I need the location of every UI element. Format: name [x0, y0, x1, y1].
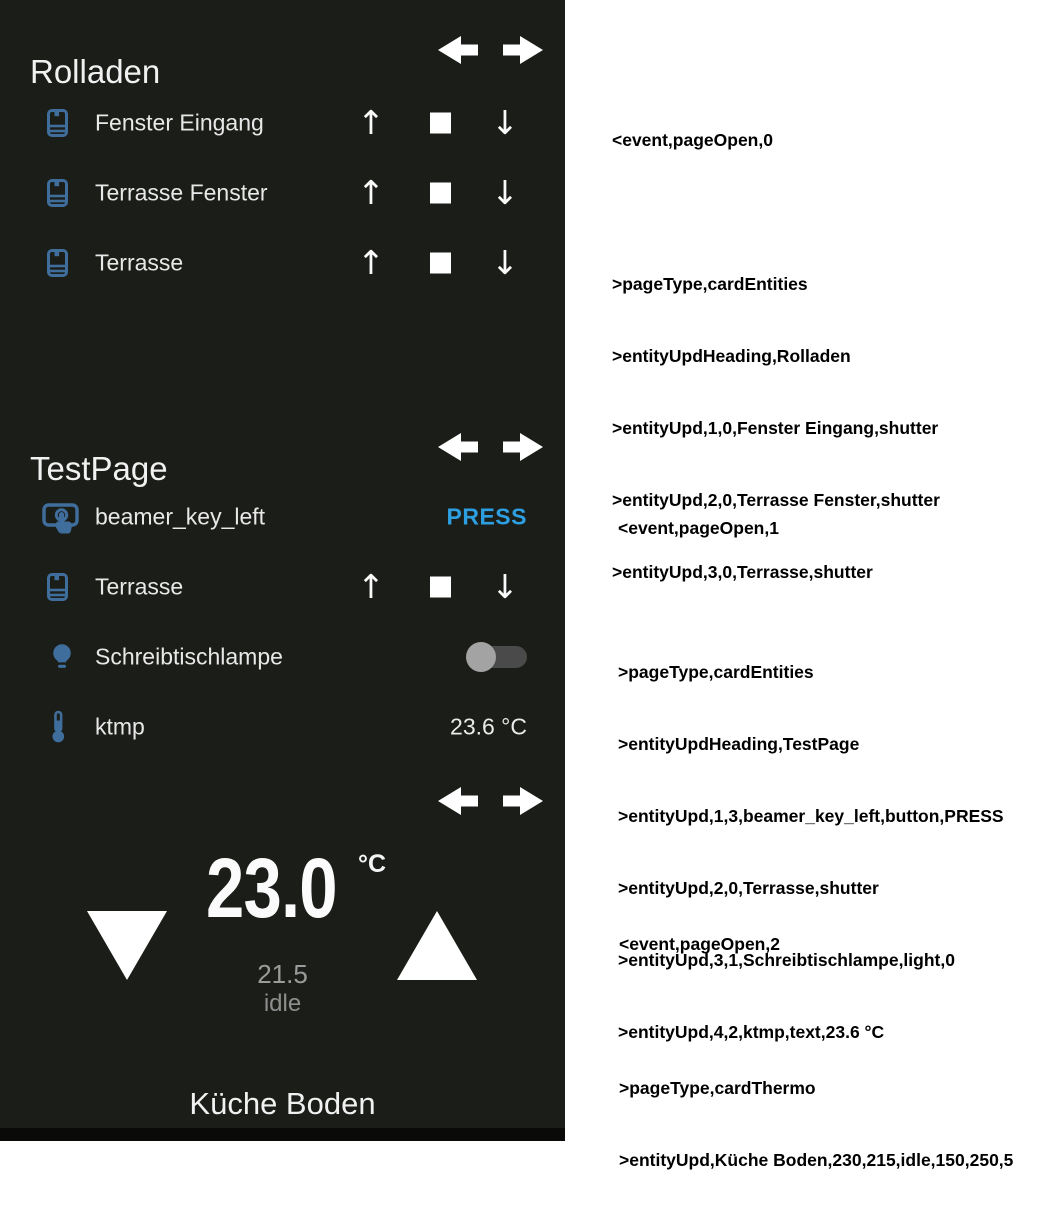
- right-arrow-icon: [503, 786, 543, 816]
- shutter-icon: [47, 249, 68, 277]
- target-temperature: 21.5: [257, 959, 308, 989]
- shutter-down-button[interactable]: ↓: [491, 567, 519, 606]
- hvac-state: idle: [263, 990, 302, 1017]
- current-temperature: 23.0: [206, 841, 337, 935]
- protocol-block-page2: [619, 884, 1013, 1220]
- entity-row: [0, 552, 565, 622]
- light-toggle-switch[interactable]: [469, 646, 527, 668]
- stop-square-icon: [430, 183, 451, 204]
- left-arrow-icon: [438, 35, 478, 65]
- shutter-up-button[interactable]: ↑: [357, 103, 385, 142]
- protocol-line: >entityUpd,3,0,Terrasse,shutter: [612, 562, 873, 582]
- shutter-icon: [47, 573, 68, 601]
- next-page-button[interactable]: [503, 432, 543, 462]
- protocol-line: <event,pageOpen,0: [612, 130, 773, 150]
- lightbulb-icon: [51, 644, 73, 671]
- protocol-line: [612, 200, 940, 224]
- entity-row: [0, 88, 565, 158]
- entity-label: Terrasse: [95, 573, 184, 600]
- sensor-value: 23.6 °C: [450, 713, 527, 740]
- entity-label: ktmp: [95, 713, 145, 740]
- stop-square-icon: [430, 113, 451, 134]
- next-page-button[interactable]: [503, 786, 543, 816]
- shutter-icon: [47, 179, 68, 207]
- press-button[interactable]: PRESS: [446, 503, 527, 530]
- entity-label: beamer_key_left: [95, 503, 266, 530]
- protocol-line: [618, 588, 1004, 612]
- temperature-unit: °C: [358, 850, 387, 878]
- protocol-line: >pageType,cardThermo: [619, 1078, 816, 1098]
- left-arrow-icon: [438, 432, 478, 462]
- stop-square-icon: [430, 253, 451, 274]
- thermostat-name: Küche Boden: [189, 1086, 376, 1121]
- protocol-line: <event,pageOpen,2: [619, 934, 780, 954]
- protocol-line: >entityUpdHeading,TestPage: [618, 734, 860, 754]
- entity-label: Schreibtischlampe: [95, 643, 283, 670]
- shutter-icon: [47, 109, 68, 137]
- page-title: TestPage: [30, 450, 168, 488]
- page-title: Rolladen: [30, 53, 161, 91]
- protocol-line: >entityUpd,1,3,beamer_key_left,button,PRESS: [618, 806, 1004, 826]
- protocol-line: >entityUpdHeading,Rolladen: [612, 346, 851, 366]
- entity-label: Terrasse Fenster: [95, 179, 268, 206]
- protocol-line: <event,pageOpen,1: [618, 518, 779, 538]
- shutter-stop-button[interactable]: [430, 253, 451, 274]
- protocol-line: >entityUpd,2,0,Terrasse Fenster,shutter: [612, 490, 940, 510]
- next-page-button[interactable]: [503, 35, 543, 65]
- toggle-knob: [466, 642, 496, 672]
- prev-page-button[interactable]: [438, 432, 478, 462]
- protocol-line: >entityUpd,4,2,ktmp,text,23.6 °C: [618, 1022, 885, 1042]
- shutter-up-button[interactable]: ↑: [357, 173, 385, 212]
- tap-button-icon: [42, 501, 79, 534]
- right-arrow-icon: [503, 432, 543, 462]
- entity-row: [0, 228, 565, 298]
- protocol-line: [619, 1004, 1013, 1028]
- right-arrow-icon: [503, 35, 543, 65]
- protocol-line: >pageType,cardEntities: [618, 662, 814, 682]
- prev-page-button[interactable]: [438, 786, 478, 816]
- shutter-stop-button[interactable]: [430, 183, 451, 204]
- shutter-stop-button[interactable]: [430, 113, 451, 134]
- left-arrow-icon: [438, 786, 478, 816]
- entity-row: [0, 692, 565, 762]
- shutter-down-button[interactable]: ↓: [491, 103, 519, 142]
- protocol-line: >entityUpd,1,0,Fenster Eingang,shutter: [612, 418, 939, 438]
- card-rolladen: [0, 0, 565, 392]
- entity-label: Terrasse: [95, 249, 184, 276]
- prev-page-button[interactable]: [438, 35, 478, 65]
- entity-row: [0, 622, 565, 692]
- shutter-down-button[interactable]: ↓: [491, 243, 519, 282]
- protocol-line: >entityUpd,Küche Boden,230,215,idle,150,250,5: [619, 1150, 1014, 1170]
- thermometer-icon: [51, 711, 66, 744]
- stop-square-icon: [430, 577, 451, 598]
- protocol-line: >entityUpd,3,1,Schreibtischlampe,light,0: [618, 950, 955, 970]
- protocol-line: >pageType,cardEntities: [612, 274, 808, 294]
- entity-row: [0, 482, 565, 552]
- shutter-up-button[interactable]: ↑: [357, 243, 385, 282]
- shutter-stop-button[interactable]: [430, 577, 451, 598]
- panel-bottom-edge: [0, 1128, 565, 1141]
- shutter-down-button[interactable]: ↓: [491, 173, 519, 212]
- protocol-line: >entityUpd,2,0,Terrasse,shutter: [618, 878, 879, 898]
- shutter-up-button[interactable]: ↑: [357, 567, 385, 606]
- entity-label: Fenster Eingang: [95, 109, 264, 136]
- entity-row: [0, 158, 565, 228]
